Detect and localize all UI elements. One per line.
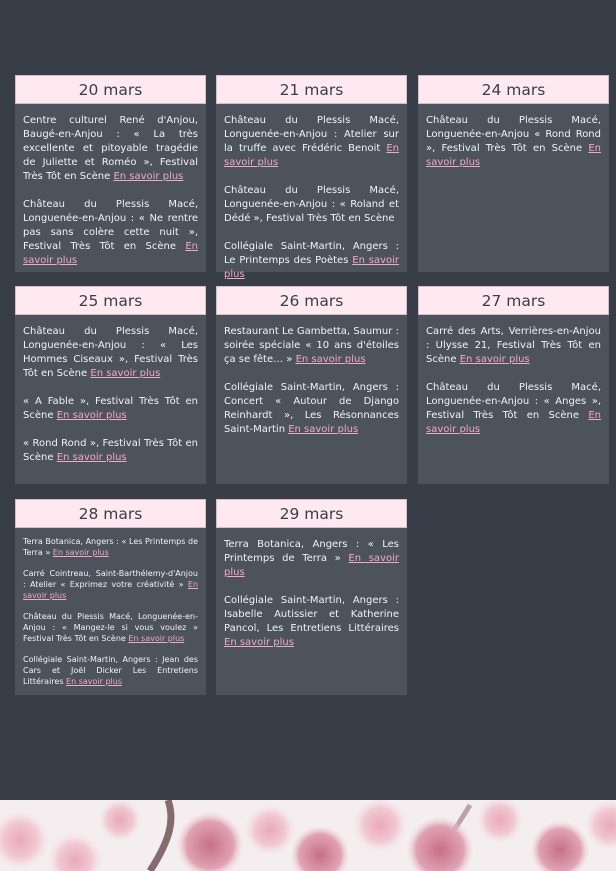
event-entry: « A Fable », Festival Très Tôt en Scène En savoir plus xyxy=(23,396,198,421)
cherry-blossom-image xyxy=(0,800,616,871)
day-date: 28 mars xyxy=(15,499,206,528)
day-date: 21 mars xyxy=(216,75,407,104)
event-entry: Centre culturel René d'Anjou, Baugé-en-Anjou : « La très excellente et pitoyable tragédie de Juliette et Roméo », Festival Très Tôt en Scène En savoir plus xyxy=(23,115,198,182)
more-info-link[interactable]: En savoir plus xyxy=(23,580,199,600)
cherry-blossom-illustration xyxy=(0,800,616,871)
event-entry: « Rond Rond », Festival Très Tôt en Scène En savoir plus xyxy=(23,438,198,463)
event-entry: Restaurant Le Gambetta, Saumur : soirée spéciale « 10 ans d'étoiles ça se fête… » En savoir plus xyxy=(224,326,399,365)
more-info-link[interactable]: En savoir plus xyxy=(66,677,123,686)
more-info-link[interactable]: En savoir plus xyxy=(113,171,184,182)
event-entry: Château du Plessis Macé, Longuenée-en-Anjou : « Les Hommes Ciseaux », Festival Très Tôt en Scène En savoir plus xyxy=(23,326,198,379)
day-card-24-mars xyxy=(418,75,609,272)
day-card-25-mars xyxy=(15,286,206,484)
more-info-link[interactable]: En savoir plus xyxy=(426,143,601,168)
more-info-link[interactable]: En savoir plus xyxy=(426,410,601,435)
more-info-link[interactable]: En savoir plus xyxy=(224,637,294,648)
more-info-link[interactable]: En savoir plus xyxy=(224,143,399,168)
day-date: 26 mars xyxy=(216,286,407,315)
day-date: 24 mars xyxy=(418,75,609,104)
event-entry: Château du Plessis Macé, Longuenée-en-Anjou : « Roland et Dédé », Festival Très Tôt en Scène xyxy=(224,185,399,224)
day-date: 29 mars xyxy=(216,499,407,528)
more-info-link[interactable]: En savoir plus xyxy=(288,424,359,435)
event-entry: Collégiale Saint-Martin, Angers : Concert « Autour de Django Reinhardt », Les Résonnances Saint-Martin En savoir plus xyxy=(224,382,399,435)
more-info-link[interactable]: En savoir plus xyxy=(459,354,530,365)
more-info-link[interactable]: En savoir plus xyxy=(56,410,127,421)
more-info-link[interactable]: En savoir plus xyxy=(90,368,161,379)
day-card-21-mars xyxy=(216,75,407,280)
event-entry: Château du Plessis Macé, Longuenée-en-Anjou : « Anges », Festival Très Tôt en Scène En savoir plus xyxy=(426,382,601,435)
day-card-29-mars xyxy=(216,499,407,695)
more-info-link[interactable]: En savoir plus xyxy=(224,553,399,578)
day-card-20-mars xyxy=(15,75,206,272)
event-entry: Carré Cointreau, Saint-Barthélemy-d'Anjou : Atelier « Exprimez votre créativité » En savoir plus xyxy=(23,569,199,600)
day-date: 27 mars xyxy=(418,286,609,315)
day-card-28-mars xyxy=(15,499,206,695)
more-info-link[interactable]: En savoir plus xyxy=(56,452,127,463)
event-entry: Terra Botanica, Angers : « Les Printemps de Terra » En savoir plus xyxy=(23,537,198,557)
more-info-link[interactable]: En savoir plus xyxy=(224,255,399,280)
event-entry: Carré des Arts, Verrières-en-Anjou : Ulysse 21, Festival Très Tôt en Scène En savoir plus xyxy=(426,326,601,365)
event-entry: Collégiale Saint-Martin, Angers : Isabelle Autissier et Katherine Pancol, Les Entretiens Littéraires En savoir plus xyxy=(224,595,399,648)
more-info-link[interactable]: En savoir plus xyxy=(128,634,185,643)
day-date: 25 mars xyxy=(15,286,206,315)
event-entry: Terra Botanica, Angers : « Les Printemps de Terra » En savoir plus xyxy=(224,539,399,578)
event-entry: Collégiale Saint-Martin, Angers : Le Printemps des Poètes En savoir plus xyxy=(224,241,399,280)
event-entry: Château du Plessis Macé, Longuenée-en-Anjou : Atelier sur la truffe avec Frédéric Benoit En savoir plus xyxy=(224,115,399,168)
more-info-link[interactable]: En savoir plus xyxy=(52,548,109,557)
event-entry: Château du Plessis Macé, Longuenée-en-Anjou « Rond Rond », Festival Très Tôt en Scène En savoir plus xyxy=(426,115,601,168)
event-entry: Collégiale Saint-Martin, Angers : Jean des Cars et Joël Dicker Les Entretiens Littéraires En savoir plus xyxy=(23,655,198,686)
day-card-27-mars xyxy=(418,286,609,484)
event-entry: Château du Plessis Macé, Longuenée-en-Anjou : « Ne rentre pas sans colère cette nuit », Festival Très Tôt en Scène En savoir plus xyxy=(23,199,198,266)
more-info-link[interactable]: En savoir plus xyxy=(295,354,366,365)
more-info-link[interactable]: En savoir plus xyxy=(23,241,198,266)
event-entry: Château du Plessis Macé, Longuenée-en-Anjou : « Mangez-le si vous voulez » Festival Très Tôt en Scène En savoir plus xyxy=(23,612,198,643)
day-date: 20 mars xyxy=(15,75,206,104)
day-card-26-mars xyxy=(216,286,407,484)
